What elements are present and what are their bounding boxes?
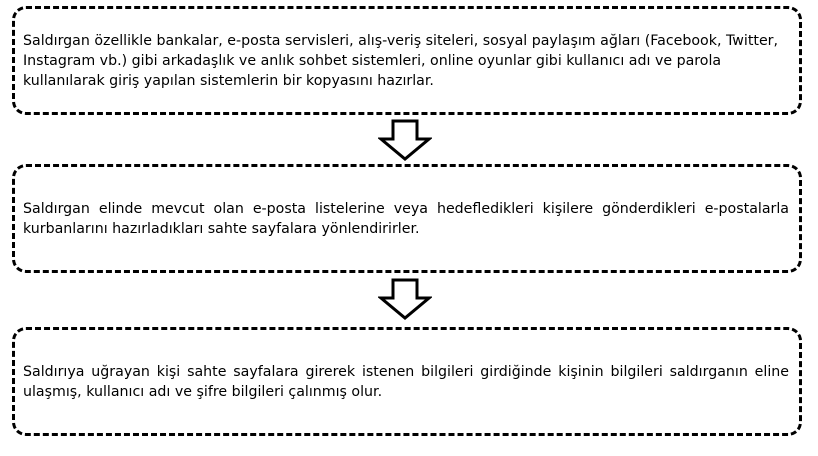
flow-step-1: [12, 6, 802, 115]
flow-step-2: [12, 164, 802, 273]
flow-step-1-text: Saldırgan özellikle bankalar, e-posta servisleri, alış-veriş siteleri, sosyal paylaşım ağları (Facebook, Twitter, Instagram vb.) gibi arkadaşlık ve anlık sohbet sistemleri, online oyunlar gibi kullanıcı adı ve parola kullanılarak giriş yapılan sistemlerin bir kopyasını hazırlar.: [23, 32, 779, 89]
flow-step-2-text: Saldırgan elinde mevcut olan e-posta listelerine veya hedefledikleri kişilere gönderdikleri e-postalarla kurbanlarını hazırladıkları sahte sayfalara yönlendirirler.: [23, 200, 789, 237]
flow-step-3-text: Saldırıya uğrayan kişi sahte sayfalara girerek istenen bilgileri girdiğinde kişinin bilgileri saldırganın eline ulaşmış, kullanıcı adı ve şifre bilgileri çalınmış olur.: [23, 363, 789, 400]
flow-step-3: [12, 327, 802, 436]
down-arrow-icon: [378, 119, 432, 161]
down-arrow-icon: [378, 278, 432, 320]
